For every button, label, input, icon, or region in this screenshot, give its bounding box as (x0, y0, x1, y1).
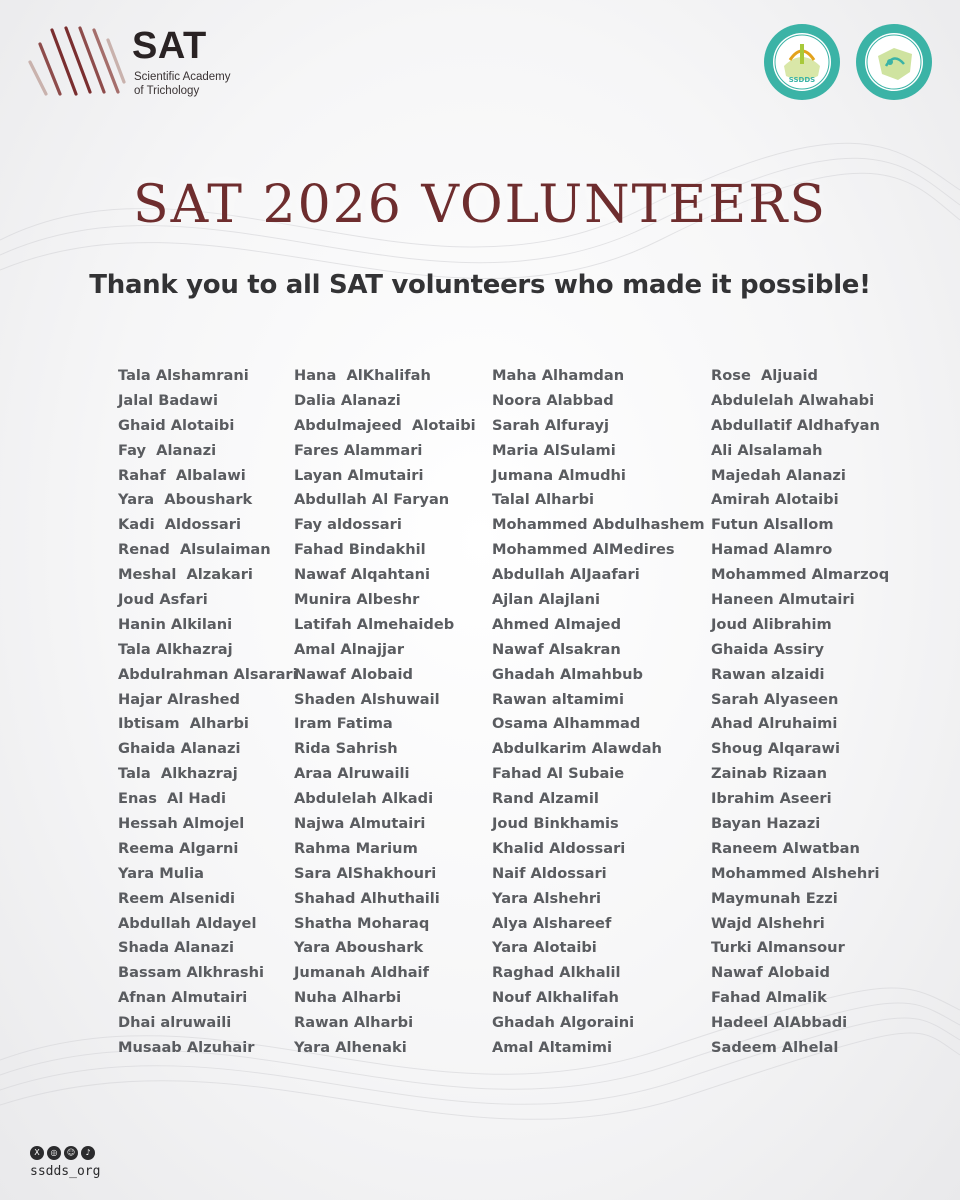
volunteer-name: Rawan alzaidi (711, 665, 825, 683)
volunteer-name: Rahaf Albalawi (118, 466, 246, 484)
volunteer-name: Nuha Alharbi (294, 989, 402, 1007)
volunteer-name: Mohammed Alshehri (711, 864, 880, 882)
volunteer-name: Fahad Almalik (711, 989, 827, 1007)
volunteer-name: Maha Alhamdan (492, 367, 625, 384)
volunteer-name: Shaden Alshuwail (294, 690, 440, 708)
volunteer-name: Jalal Badawi (118, 391, 218, 409)
volunteer-name: Shoug Alqarawi (711, 740, 840, 758)
volunteer-name: Shahad Alhuthaili (294, 889, 440, 907)
volunteer-name: Fay Alanazi (118, 441, 217, 459)
volunteer-name: Yara Alshehri (492, 889, 602, 907)
volunteer-name: Rand Alzamil (492, 790, 599, 808)
volunteer-name: Joud Asfari (118, 591, 208, 609)
volunteer-name: Abdulrahman Alsarari (118, 665, 298, 683)
social-footer (30, 1146, 130, 1190)
volunteer-name: Alya Alshareef (492, 914, 612, 932)
volunteer-name: Enas Al Hadi (118, 790, 226, 808)
volunteer-column-3 (492, 364, 705, 1061)
volunteer-name: Abdulelah Alkadi (294, 790, 434, 808)
volunteer-name: Dalia Alanazi (294, 391, 401, 409)
volunteer-name: Abdullah AlJaafari (492, 566, 640, 584)
volunteer-name: Nawaf Alobaid (711, 964, 830, 982)
brand-name: SAT (132, 25, 207, 67)
instagram-icon[interactable]: ◎ (47, 1146, 61, 1160)
volunteer-name: Reem Alsenidi (118, 889, 236, 907)
volunteer-name: Amal Alnajjar (294, 640, 405, 658)
volunteer-name: Jumanah Aldhaif (294, 964, 429, 982)
seal-label: SSDDS (788, 76, 816, 84)
volunteer-name: Ghadah Almahbub (492, 665, 644, 683)
volunteer-name: Wajd Alshehri (711, 914, 825, 932)
society-seal-icon (854, 22, 934, 102)
volunteer-name: Abdulelah Alwahabi (711, 391, 875, 409)
volunteer-name: Ajlan Alajlani (492, 591, 601, 609)
volunteer-name: Raneem Alwatban (711, 839, 860, 857)
volunteer-name: Ghadah Algoraini (492, 1014, 635, 1032)
volunteer-name: Ghaid Alotaibi (118, 416, 235, 434)
volunteer-name: Rawan Alharbi (294, 1014, 414, 1032)
brand-subtitle-line1: Scientific Academy (134, 71, 231, 83)
volunteer-name: Hamad Alamro (711, 541, 833, 559)
volunteer-name: Joud Alibrahim (711, 615, 832, 633)
volunteer-name: Osama Alhammad (492, 715, 641, 733)
x-icon[interactable]: X (30, 1146, 44, 1160)
volunteer-name: Turki Almansour (711, 939, 845, 957)
volunteer-name: Amal Altamimi (492, 1039, 612, 1057)
volunteer-name: Noora Alabbad (492, 391, 614, 409)
volunteer-name: Sadeem Alhelal (711, 1039, 839, 1057)
volunteer-name: Shatha Moharaq (294, 914, 430, 932)
volunteer-name: Rida Sahrish (294, 740, 398, 758)
volunteer-name: Raghad Alkhalil (492, 964, 621, 982)
social-icons (30, 1146, 130, 1160)
page-subtitle: Thank you to all SAT volunteers who made it possible! (89, 270, 871, 300)
volunteer-name: Zainab Rizaan (711, 765, 828, 783)
volunteer-name: Yara Alotaibi (492, 939, 597, 957)
volunteer-name: Tala Alkhazraj (118, 640, 233, 658)
volunteer-name: Mohammed AlMedires (492, 541, 675, 559)
volunteer-name: Musaab Alzuhair (118, 1039, 255, 1057)
page-title: SAT 2026 VOLUNTEERS (132, 175, 828, 235)
volunteer-name: Nouf Alkhalifah (492, 989, 619, 1007)
volunteer-name: Yara Alhenaki (294, 1039, 407, 1057)
volunteer-name: Nawaf Alobaid (294, 665, 413, 683)
volunteer-name: Nawaf Alqahtani (294, 566, 431, 584)
volunteer-name: Ibtisam Alharbi (118, 715, 249, 733)
volunteer-name: Munira Albeshr (294, 591, 420, 609)
volunteer-name: Abdullah Aldayel (118, 914, 257, 932)
volunteer-name: Ghaida Assiry (711, 640, 824, 658)
volunteer-name: Sarah Alyaseen (711, 690, 839, 708)
volunteer-name: Dhai alruwaili (118, 1014, 232, 1032)
volunteer-name: Futun Alsallom (711, 516, 834, 534)
volunteer-name: Ahmed Almajed (492, 615, 622, 633)
volunteer-name: Abdulmajeed Alotaibi (294, 416, 476, 434)
volunteer-name: Khalid Aldossari (492, 839, 626, 857)
volunteer-name: Ahad Alruhaimi (711, 715, 838, 733)
ssdds-seal-icon (762, 22, 842, 102)
volunteer-name: Ghaida Alanazi (118, 740, 241, 758)
volunteer-name: Ali Alsalamah (711, 441, 823, 459)
volunteer-name: Tala Alshamrani (118, 367, 249, 384)
volunteer-name: Naif Aldossari (492, 864, 607, 882)
volunteer-name: Hana AlKhalifah (294, 367, 431, 384)
volunteer-column-4 (711, 364, 931, 1061)
snapchat-icon[interactable]: ☺ (64, 1146, 78, 1160)
volunteer-name: Sarah Alfurayj (492, 416, 610, 434)
volunteer-name: Amirah Alotaibi (711, 491, 839, 509)
volunteer-name: Shada Alanazi (118, 939, 235, 957)
volunteer-name: Fay aldossari (294, 516, 402, 534)
volunteer-name: Haneen Almutairi (711, 591, 855, 609)
partner-seals (762, 22, 936, 104)
volunteer-name: Maymunah Ezzi (711, 889, 838, 907)
volunteer-name: Hanin Alkilani (118, 615, 233, 633)
volunteer-name: Sara AlShakhouri (294, 864, 437, 882)
volunteer-name: Fahad Al Subaie (492, 765, 625, 783)
volunteer-name: Rose Aljuaid (711, 367, 818, 384)
volunteer-name: Majedah Alanazi (711, 466, 846, 484)
volunteer-name: Yara Mulia (118, 864, 204, 882)
volunteer-name: Renad Alsulaiman (118, 541, 271, 559)
volunteer-name: Abdullah Al Faryan (294, 491, 450, 509)
volunteer-name: Ibrahim Aseeri (711, 790, 832, 808)
volunteer-name: Hajar Alrashed (118, 690, 240, 708)
sat-logo (24, 22, 244, 102)
volunteer-name: Fares Alammari (294, 441, 423, 459)
volunteer-name: Jumana Almudhi (492, 466, 626, 484)
volunteer-name: Nawaf Alsakran (492, 640, 621, 658)
volunteer-name: Yara Aboushark (294, 939, 424, 957)
volunteer-name: Meshal Alzakari (118, 566, 253, 584)
volunteer-name: Joud Binkhamis (492, 815, 619, 833)
volunteer-name: Fahad Bindakhil (294, 541, 426, 559)
brand-subtitle (134, 70, 274, 98)
volunteer-name: Najwa Almutairi (294, 815, 426, 833)
volunteer-name: Hadeel AlAbbadi (711, 1014, 848, 1032)
volunteer-name: Talal Alharbi (492, 491, 595, 509)
volunteer-name: Mohammed Almarzoq (711, 566, 890, 584)
volunteer-name: Bassam Alkhrashi (118, 964, 264, 982)
tiktok-icon[interactable]: ♪ (81, 1146, 95, 1160)
volunteer-name: Tala Alkhazraj (118, 765, 238, 783)
social-handle[interactable]: ssdds_org (30, 1164, 101, 1179)
volunteer-column-2 (294, 364, 484, 1061)
volunteer-name: Rahma Marium (294, 839, 418, 857)
volunteer-name: Abdulkarim Alawdah (492, 740, 662, 758)
volunteer-name: Yara Aboushark (118, 491, 253, 509)
volunteer-name: Mohammed Abdulhashem (492, 516, 705, 534)
volunteer-name: Kadi Aldossari (118, 516, 241, 534)
volunteer-name: Iram Fatima (294, 715, 393, 733)
volunteer-name: Afnan Almutairi (118, 989, 248, 1007)
volunteer-column-1 (118, 364, 298, 1061)
volunteer-name: Latifah Almehaideb (294, 615, 455, 633)
volunteer-name: Abdullatif Aldhafyan (711, 416, 880, 434)
volunteer-name: Bayan Hazazi (711, 815, 821, 833)
brand-subtitle-line2: of Trichology (134, 85, 200, 97)
volunteer-name: Hessah Almojel (118, 815, 245, 833)
sat-logo-mark-icon (24, 22, 128, 98)
volunteer-name: Reema Algarni (118, 839, 239, 857)
volunteer-name: Layan Almutairi (294, 466, 424, 484)
volunteer-name: Maria AlSulami (492, 441, 616, 459)
volunteer-name: Araa Alruwaili (294, 765, 410, 783)
volunteer-name: Rawan altamimi (492, 690, 624, 708)
